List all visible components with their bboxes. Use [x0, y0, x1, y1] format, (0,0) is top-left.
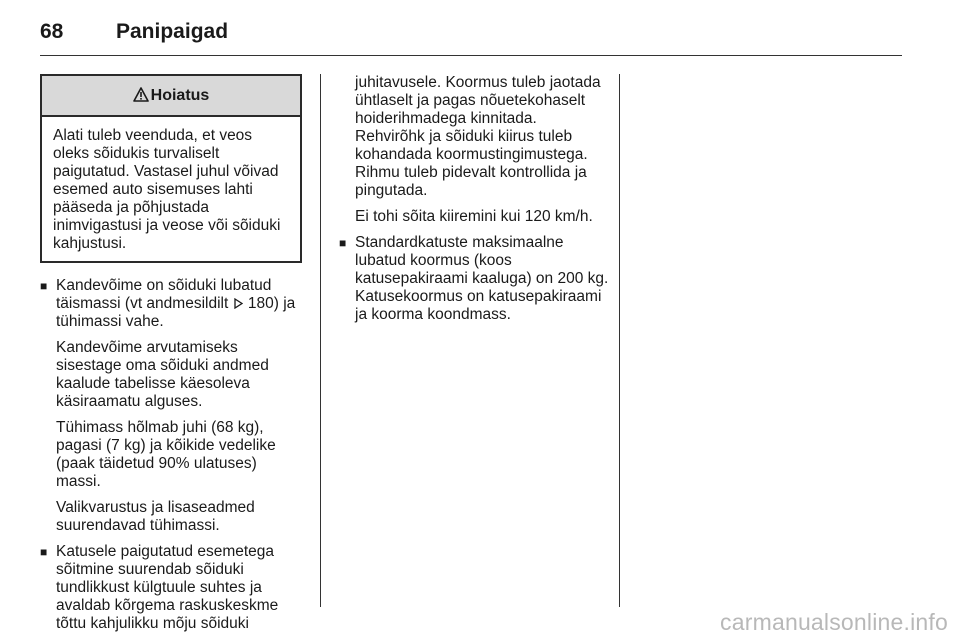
bullet-square: ■: [339, 236, 347, 250]
page-reference: 180) ja tühimassi vahe.: [56, 295, 296, 330]
warning-header: [42, 76, 300, 117]
warning-triangle-icon: [133, 87, 149, 107]
column-divider-1: [320, 74, 321, 607]
paragraph: Ei tohi sõita kiiremini kui 120 km/h.: [355, 208, 593, 225]
column-divider-2: [619, 74, 620, 607]
watermark: carmanualsonline.info: [720, 609, 948, 635]
page-number: 68: [40, 20, 64, 43]
bullet2-text: Katusele paigutatud esemetega sõitmine suurendab sõiduki tundlikkust külgtuule suhtes ja avaldab kõrgema raskuskeskme tõttu kahjulikku mõju sõiduki: [56, 543, 279, 632]
list-item: [339, 234, 609, 324]
warning-box: [40, 74, 302, 263]
bullet-text: Standardkatuste maksimaalne lubatud koormus (koos katusepakiraami kaaluga) on 200 kg. Katusekoormus on katusepakiraami ja koorma koondmass.: [355, 234, 609, 323]
column-2: [339, 74, 609, 332]
bullet1-text: Kandevõime on sõiduki lubatud täismassi (vt andmesildilt: [56, 277, 272, 312]
list-item: [40, 277, 302, 535]
paragraph: Valikvarustus ja lisaseadmed suurendavad tühimassi.: [56, 499, 255, 534]
header-rule: [40, 55, 902, 56]
continuation-text: juhitavusele. Koormus tuleb jaotada ühtlaselt ja pagas nõuetekohaselt hoiderihmadega kinnitada. Rehvirõhk ja sõiduki kiirus tuleb kohandada koormustingimustega. Rihmu tuleb pidevalt kontrollida ja pingutada.: [355, 74, 601, 199]
bullet-square: ■: [40, 279, 48, 293]
paragraph: Tühimass hõlmab juhi (68 kg), pagasi (7 kg) ja kõikide vedelike (paak täidetud 90% ulatuses) massi.: [56, 419, 276, 490]
column-1: [40, 74, 302, 641]
warning-text: Alati tuleb veenduda, et veos oleks sõidukis turvaliselt paigutatud. Vastasel juhul võivad esemed auto sisemuses lahti pääseda ja põhjustada inimvigastusi ja veose või sõiduki kahjustusi.: [53, 127, 281, 252]
section-title: Panipaigad: [116, 20, 229, 43]
bullet-square: ■: [40, 545, 48, 559]
arrow-reference-icon: [234, 296, 243, 307]
paragraph: Kandevõime arvutamiseks sisestage oma sõiduki andmed kaalude tabelisse käesoleva käsiraamatu alguses.: [56, 339, 269, 410]
page-header: [40, 12, 902, 56]
list-item: [40, 543, 302, 633]
warning-title: Hoiatus: [150, 86, 210, 104]
